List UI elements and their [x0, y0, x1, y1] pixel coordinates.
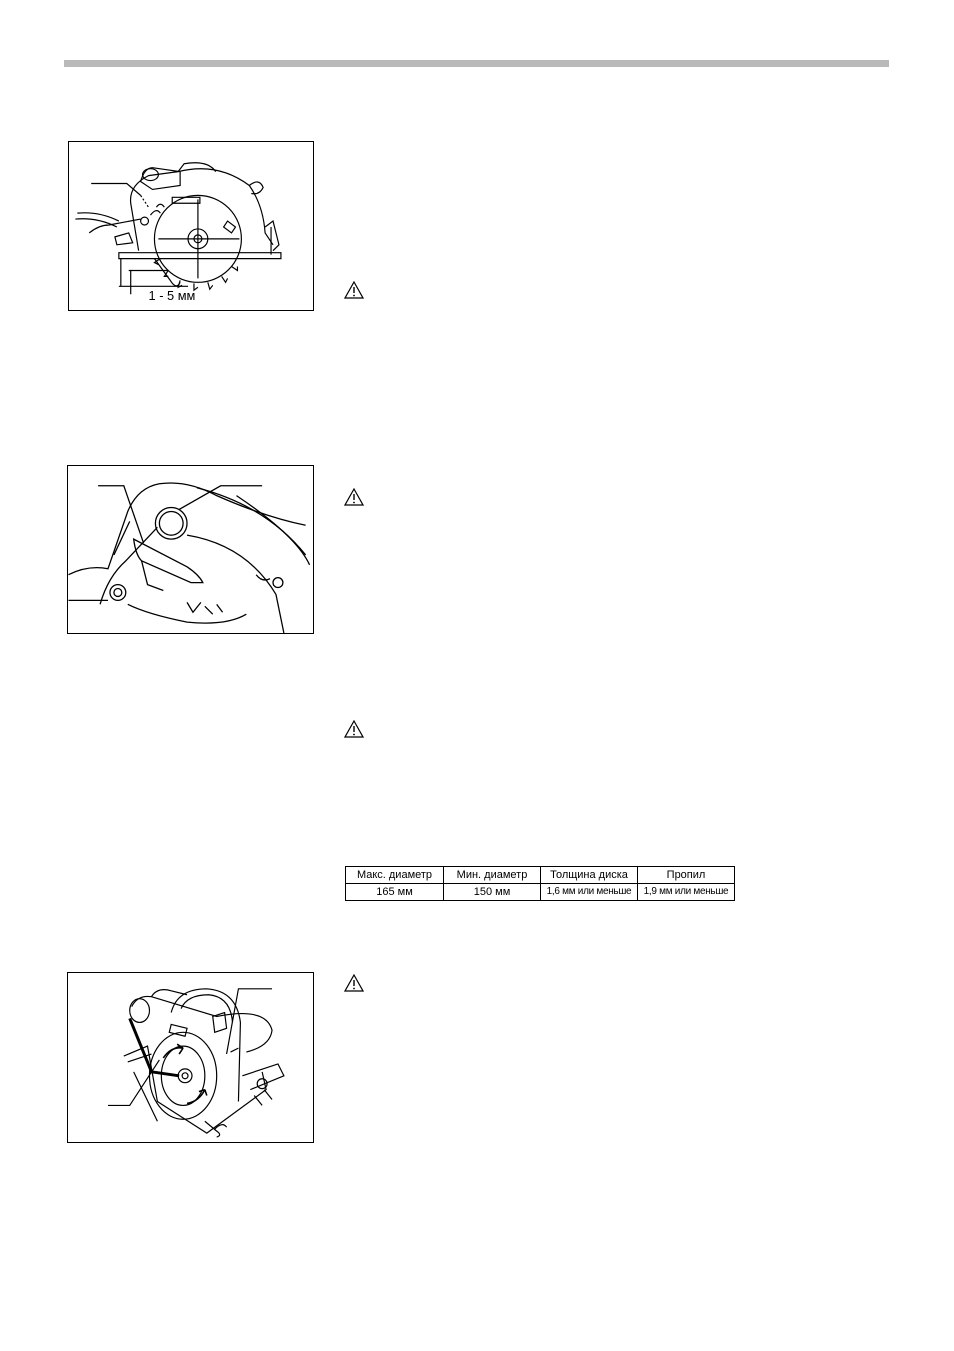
figure-blade-removal — [67, 972, 314, 1143]
table-row — [346, 884, 735, 901]
warning-triangle-icon — [344, 974, 364, 992]
header-blade-thickness: Толщина диска — [541, 867, 638, 884]
blade-spec-table — [345, 866, 735, 901]
header-rule — [64, 60, 889, 67]
value-max-diameter: 165 мм — [346, 884, 444, 901]
value-blade-thickness: 1,6 мм или меньше — [541, 884, 638, 901]
value-min-diameter: 150 мм — [444, 884, 541, 901]
table-header-row — [346, 867, 735, 884]
figure-saw-cutting-depth — [68, 141, 314, 311]
blade-removal-illustration — [68, 973, 313, 1142]
header-kerf: Пропил — [638, 867, 735, 884]
warning-triangle-icon — [344, 488, 364, 506]
header-min-diameter: Мин. диаметр — [444, 867, 541, 884]
warning-triangle-icon — [344, 720, 364, 738]
shaft-lock-illustration — [68, 466, 313, 633]
cutting-depth-label: 1 - 5 мм — [148, 288, 196, 304]
value-kerf: 1,9 мм или меньше — [638, 884, 735, 901]
saw-side-view-illustration — [69, 142, 313, 310]
header-max-diameter: Макс. диаметр — [346, 867, 444, 884]
warning-triangle-icon — [344, 281, 364, 299]
figure-shaft-lock — [67, 465, 314, 634]
